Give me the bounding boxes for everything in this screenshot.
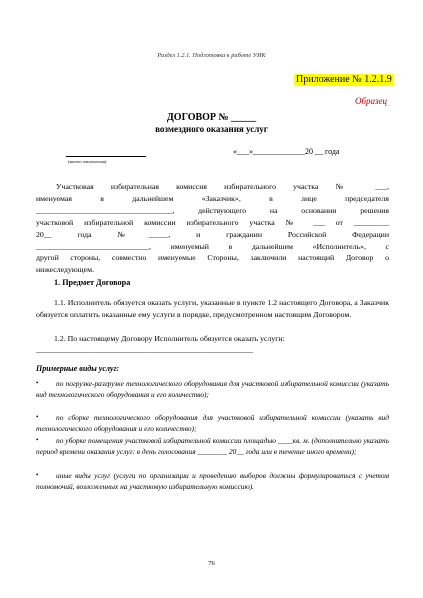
example-item	[36, 435, 389, 458]
place-blank-line	[66, 146, 146, 157]
contract-date: «___»_____________20 __ года	[233, 147, 340, 156]
intro-line-5: 20__ года №_____, и гражданин Российской Федерации	[36, 230, 389, 239]
example-text: по сборке технологического оборудования для участковой избирательной комиссии (указать вид технологического оборудования и его количество);	[36, 413, 389, 434]
clause-1-2: 1.2. По настоящему Договору Исполнитель обязуется оказать услуги:	[54, 334, 285, 343]
document-title: ДОГОВОР № _____	[166, 112, 257, 123]
sample-label: Образец	[355, 96, 388, 106]
intro-line-2: именуемая в дальнейшем «Заказчик», в лице председателя	[36, 194, 389, 203]
intro-line-6: _____________________________, именуемый в дальнейшем «Исполнитель», с	[36, 242, 389, 251]
clause-1-1: 1.1. Исполнитель обязуется оказать услуги, указанные в пункте 1.2 настоящего Договора, а Заказчик обязуется оплатить оказанные ему услуги в порядке, предусмотренном настоящим Договором.	[36, 298, 389, 319]
example-item	[36, 470, 389, 493]
intro-line-8: нижеследующем.	[36, 265, 95, 274]
appendix-label: Приложение № 1.2.1.9	[296, 74, 392, 85]
page-number: 76	[208, 560, 215, 567]
intro-line-7: другой стороны, совместно именуемые Стороны, заключили настоящий Договор о	[36, 253, 389, 262]
example-text: иные виды услуг (услуги по организации и проведению выборов должны формулироваться с учетом полномочий, возложенных на участковую избирательную комиссию).	[36, 471, 389, 492]
page-header: Раздел 1.2.1. Подготовка к работе УИК	[157, 52, 266, 59]
example-text: по уборке помещения участковой избирательной комиссии площадью ____кв. м. (дополнительно указать период времени оказания услуг: в день голосования ________ 20__ года или в течение иного времени);	[36, 436, 389, 457]
intro-line-4: участковой избирательной комиссии избирательного участка № ___ от _________	[36, 218, 389, 227]
bullet-icon: •	[36, 379, 39, 387]
document-subtitle: возмездного оказания услуг	[155, 124, 268, 134]
examples-heading: Примерные виды услуг:	[36, 364, 120, 373]
example-item	[36, 378, 389, 401]
intro-line-1: Участковая избирательная комиссия избирательного участка № ___,	[56, 182, 389, 191]
bullet-icon: •	[36, 436, 39, 444]
section-heading: 1. Предмет Договора	[54, 278, 131, 287]
place-note: (место заключения)	[68, 159, 107, 164]
example-text: по погрузке-разгрузке технологического оборудования для участковой избирательной комиссии (указать вид технологического оборудования и его количество);	[36, 379, 389, 400]
bullet-icon: •	[36, 471, 39, 479]
bullet-icon: •	[36, 413, 39, 421]
intro-line-3: ___________________________________, действующего на основании решения	[36, 206, 389, 215]
example-item	[36, 412, 389, 435]
clause-1-2-blank: ______________________________________________________________	[36, 346, 253, 354]
